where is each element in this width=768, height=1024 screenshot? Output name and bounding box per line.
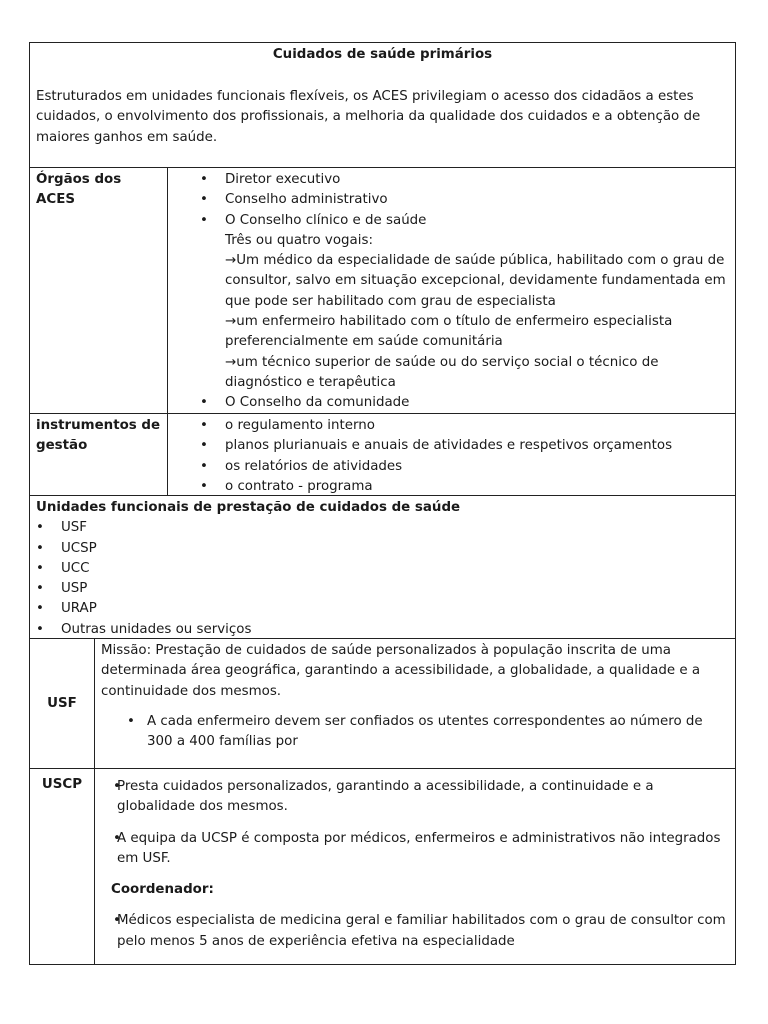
list-item: • URAP	[10, 599, 729, 619]
instrumentos-content	[168, 414, 735, 495]
list-item: • UCSP	[10, 539, 729, 559]
arrow-icon: →	[225, 253, 237, 269]
unidades-list	[10, 518, 729, 640]
list-item: • Médicos especialista de medicina geral e familiar habilitados com o grau de consultor com pelo menos 5 anos de experiência efetiva na especialidade	[87, 911, 729, 952]
list-item: • USF	[10, 518, 729, 538]
usf-row	[30, 639, 735, 769]
orgaos-content	[168, 168, 735, 413]
uscp-content	[95, 769, 735, 964]
unidades-row	[30, 496, 735, 639]
instrumentos-label: instrumentos de gestão	[30, 414, 168, 495]
list-item: • Diretor executivo	[174, 170, 729, 190]
instrumentos-row	[30, 414, 735, 496]
list-item: • A cada enfermeiro devem ser confiados os utentes correspondentes ao número de 300 a 400 famílias por	[101, 712, 729, 753]
list-item: • Outras unidades ou serviços	[10, 620, 729, 640]
intro-paragraph: Estruturados em unidades funcionais flexíveis, os ACES privilegiam o acesso dos cidadãos a estes cuidados, o envolvimento dos profissionais, a melhoria da qualidade dos cuidados e a obtenção de maiores ganhos em saúde.	[36, 89, 701, 145]
arrow-icon: →	[225, 354, 237, 370]
list-item: • os relatórios de atividades	[174, 457, 729, 477]
orgaos-row	[30, 168, 735, 414]
instrumentos-list	[174, 416, 729, 497]
header-row	[30, 43, 735, 168]
list-item: • o contrato - programa	[174, 477, 729, 497]
coordenador-label: Coordenador:	[111, 882, 214, 898]
list-item: • UCC	[10, 559, 729, 579]
orgaos-list	[174, 170, 729, 414]
page-title: Cuidados de saúde primários	[272, 47, 493, 62]
usf-label: USF	[30, 639, 95, 768]
arrow-icon: →	[225, 314, 237, 330]
list-item: • USP	[10, 579, 729, 599]
usf-missao: Missão: Prestação de cuidados de saúde personalizados à população inscrita de uma determinada área geográfica, garantindo a acessibilidade, a globalidade, a qualidade e a continuidade dos mesmos.	[101, 643, 701, 699]
uscp-row	[30, 769, 735, 964]
list-item: • O Conselho da comunidade	[174, 393, 729, 413]
usf-content	[95, 639, 735, 768]
list-item: • Conselho administrativo	[174, 190, 729, 210]
list-item: • o regulamento interno	[174, 416, 729, 436]
list-item: • planos plurianuais e anuais de atividades e respetivos orçamentos	[174, 436, 729, 456]
list-item: • O Conselho clínico e de saúde Três ou quatro vogais: →Um médico da especialidade de saúde pública, habilitado com o grau de consultor, salvo em situação excepcional, devidamente fundamentada em que pode ser habilitado com grau de especialista →um enfermeiro habilitado com o título de enfermeiro especialista preferencialmente em saúde comunitária →um técnico superior de saúde ou do serviço social o técnico de diagnóstico e terapêutica	[174, 211, 729, 394]
list-item: • A equipa da UCSP é composta por médicos, enfermeiros e administrativos não integrados em USF.	[87, 829, 729, 870]
list-item: • Presta cuidados personalizados, garantindo a acessibilidade, a continuidade e a globalidade dos mesmos.	[87, 777, 729, 818]
unidades-title: Unidades funcionais de prestação de cuidados de saúde	[36, 500, 461, 515]
coordenador-list	[101, 911, 729, 952]
orgaos-label: Órgãos dos ACES	[30, 168, 168, 413]
uscp-label: USCP	[30, 769, 95, 964]
uscp-list	[101, 777, 729, 869]
usf-list	[101, 712, 729, 753]
document-table	[29, 42, 736, 965]
